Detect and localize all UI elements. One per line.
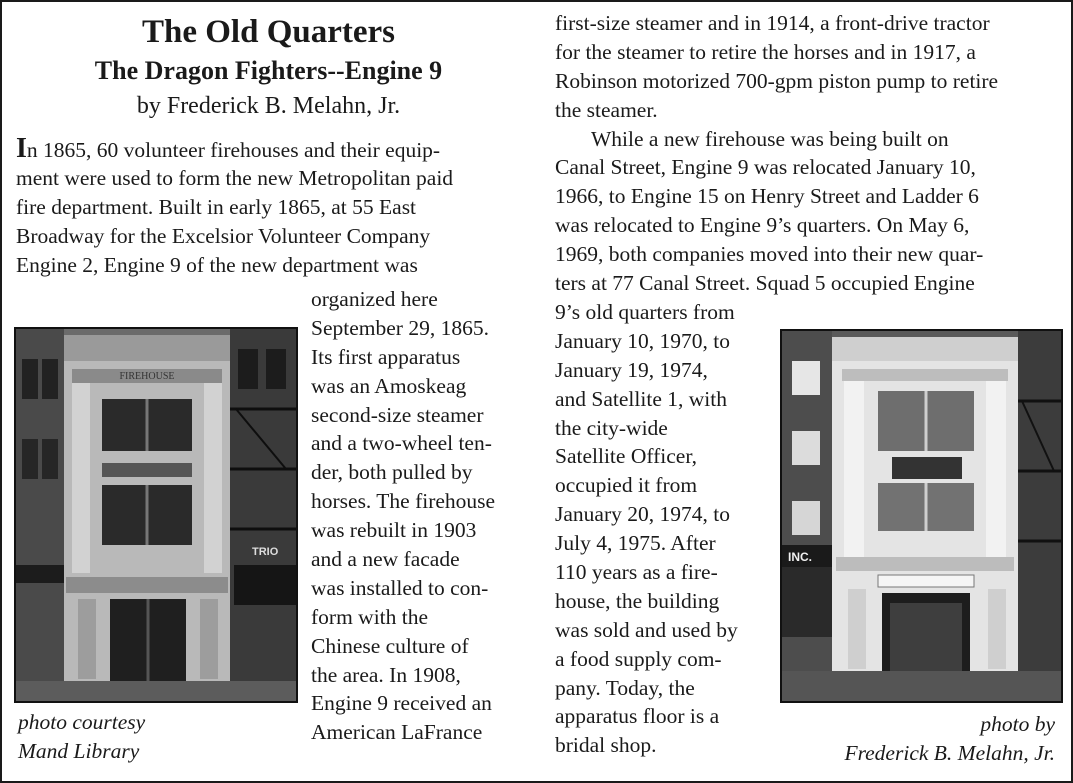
firehouse-sign-text: FIREHOUSE [119,371,175,382]
text-line: second-size steamer [311,402,484,427]
column-1-intro [16,135,453,279]
text-line: September 29, 1865. [311,315,489,340]
text-line: Engine 2, Engine 9 of the new department was [16,252,418,277]
text-line: Its first apparatus [311,344,461,369]
text-line: July 4, 1975. After [555,531,716,556]
text-line: January 19, 1974, [555,357,708,382]
text-line: a food supply com- [555,646,722,671]
text-line: bridal shop. [555,733,657,758]
caption-line: Frederick B. Melahn, Jr. [844,740,1055,765]
current-building-photo [780,329,1063,703]
old-firehouse-photo [14,327,298,703]
text-line: American LaFrance [311,720,483,745]
text-line: was rebuilt in 1903 [311,518,477,543]
text-line: der, both pulled by [311,460,473,485]
text-line: January 10, 1970, to [555,328,730,353]
text-line: Engine 9 received an [311,691,492,716]
text-line: and a new facade [311,547,460,572]
text-line-rest: n 1865, 60 volunteer firehouses and their equip- [26,138,441,162]
text-line: house, the building [555,588,720,613]
column-2-wrap [555,298,738,760]
text-line: was relocated to Engine 9’s quarters. On May 6, [555,213,970,238]
column-1-wrap [311,285,495,747]
text-line: ters at 77 Canal Street. Squad 5 occupied Engine [555,271,975,296]
firehouse-illustration [16,329,296,701]
text-line: 9’s old quarters from [555,300,735,324]
text-line: 110 years as a fire- [555,560,718,585]
article-subtitle: The Dragon Fighters--Engine 9 [94,56,443,85]
text-line: the city-wide [555,415,668,440]
trio-sign-text: TRIO [252,546,279,558]
text-line: Robinson motorized 700-gpm piston pump to retire [555,68,999,93]
inc-sign-text: INC. [788,550,812,564]
article-title: The Old Quarters [142,14,395,50]
text-line: pany. Today, the [555,675,695,700]
caption-line: Mand Library [18,738,140,763]
text-line: was sold and used by [555,617,738,642]
text-line: Canal Street, Engine 9 was relocated January 10, [555,155,976,180]
text-line: and Satellite 1, with [555,386,727,411]
caption-line: photo courtesy [18,710,146,734]
text-line: 1969, both companies moved into their new quar- [555,242,984,267]
text-line: 1966, to Engine 15 on Henry Street and Ladder 6 [555,184,979,209]
text-line: for the steamer to retire the horses and in 1917, a [555,39,976,64]
drop-cap: I [16,133,27,164]
text-line: Satellite Officer, [555,444,698,469]
building-illustration [782,331,1061,701]
text-line: first-size steamer and in 1914, a front-drive tractor [555,11,990,35]
text-line: organized here [311,287,438,311]
text-line: While a new firehouse was being built on [591,126,949,151]
text-line: fire department. Built in early 1865, at 55 East [16,194,417,219]
text-line: ment were used to form the new Metropolitan paid [16,165,454,190]
text-line: Broadway for the Excelsior Volunteer Company [16,223,431,248]
text-line: apparatus floor is a [555,704,720,729]
text-line: was installed to con- [311,575,489,600]
text-line: horses. The firehouse [311,489,496,514]
text-line: the steamer. [555,97,658,122]
text-line: form with the [311,604,429,629]
text-line: Chinese culture of [311,633,469,658]
text-line: occupied it from [555,473,698,498]
text-line: January 20, 1974, to [555,502,730,527]
caption-line: photo by [980,712,1055,736]
text-line [16,135,453,164]
column-2-text [555,9,998,298]
text-line: and a two-wheel ten- [311,431,492,456]
text-line: the area. In 1908, [311,662,461,687]
article-byline: by Frederick B. Melahn, Jr. [136,93,401,119]
text-line: was an Amoskeag [311,373,467,398]
left-photo-caption [18,708,145,766]
right-photo-caption [844,710,1055,768]
